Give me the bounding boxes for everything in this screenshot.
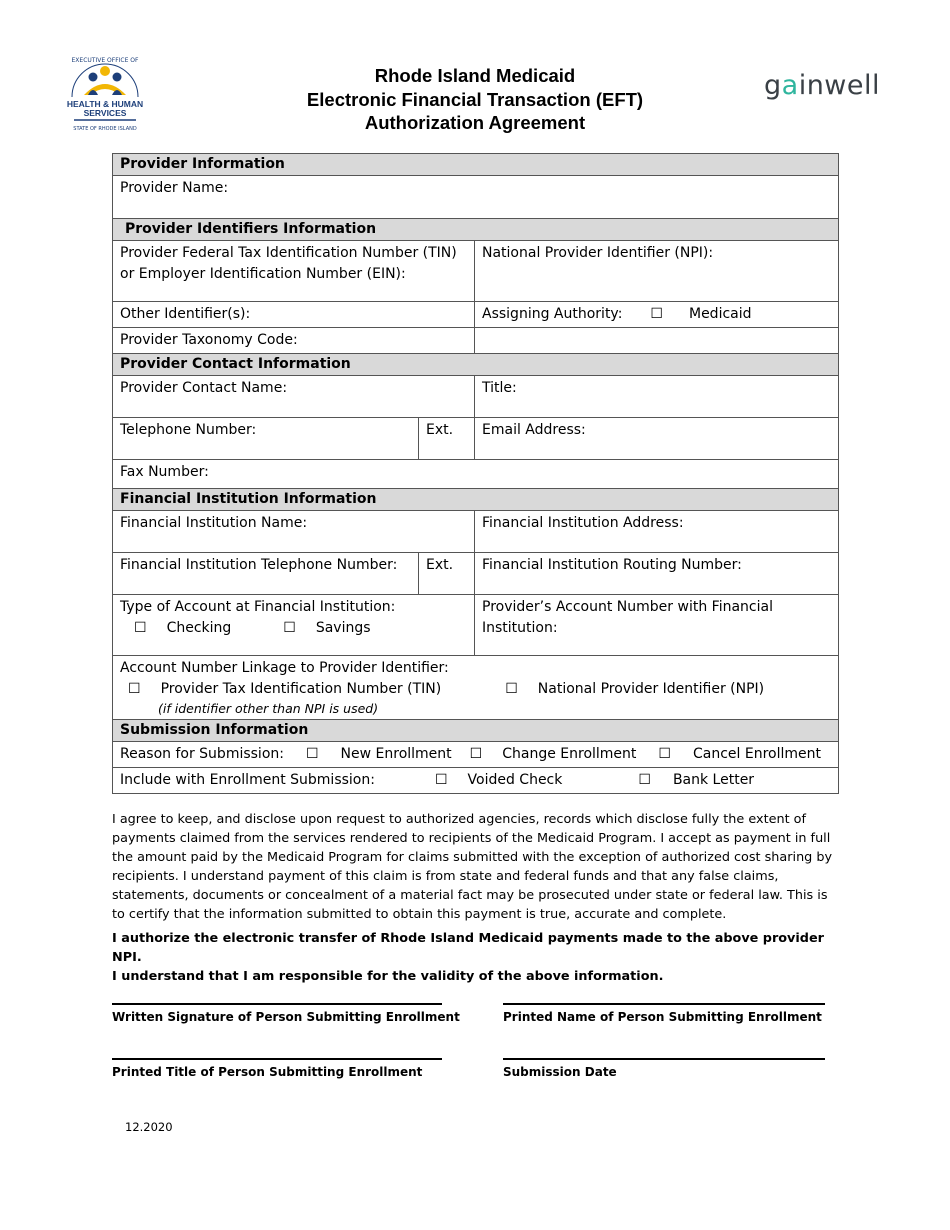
fi-telephone-field[interactable] (113, 553, 419, 595)
fi-routing-field[interactable] (475, 553, 839, 595)
other-identifiers-label: Other Identifier(s): (120, 306, 251, 322)
cancel-enrollment-label: Cancel Enrollment (692, 746, 821, 762)
fax-field[interactable] (113, 460, 839, 489)
new-enrollment-label: New Enrollment (340, 746, 452, 762)
reason-label: Reason for Submission: (120, 746, 284, 762)
voided-check-checkbox[interactable]: ☐ (434, 772, 448, 788)
npi-field[interactable] (475, 241, 839, 302)
agreement-paragraph: I agree to keep, and disclose upon request to authorized agencies, records which disclose fully the extent of payments claimed from the services rendered to recipients of the Medicaid Program. I accept as payment in full the amount paid by the Medicaid Program for claims submitted with the exception of authorized cost sharing by recipients. I understand payment of this claim is from state and federal funds and that any false claims, statements, documents or concealment of a material fact may be prosecuted under state or federal law. This is to certify that the information submitted to obtain this payment is true, accurate and complete. (112, 812, 833, 922)
assigning-authority-field (475, 302, 839, 328)
eohhs-logo (60, 55, 150, 137)
voided-check-label: Voided Check (467, 772, 563, 788)
section-provider-identifiers: Provider Identifiers Information (113, 219, 839, 241)
tin-ein-label: Provider Federal Tax Identification Number (TIN) or Employer Identification Number (EIN): (120, 245, 457, 282)
contact-name-field[interactable] (113, 376, 475, 418)
printed-title-label: Printed Title of Person Submitting Enrollment (112, 1065, 423, 1079)
medicaid-label: Medicaid (688, 306, 752, 322)
logo-arc-text: EXECUTIVE OFFICE OF (71, 57, 139, 64)
ext-label: Ext. (426, 422, 454, 438)
fi-ext-label: Ext. (426, 557, 454, 573)
fi-name-field[interactable] (113, 511, 475, 553)
title-label: Title: (482, 380, 517, 396)
new-enrollment-checkbox[interactable]: ☐ (305, 746, 319, 762)
account-type-label: Type of Account at Financial Institution: (120, 599, 396, 615)
telephone-field[interactable] (113, 418, 419, 460)
taxonomy-code-value[interactable] (475, 328, 839, 354)
submission-date-line[interactable] (503, 1058, 825, 1060)
section-financial-institution: Financial Institution Information (113, 489, 839, 511)
include-with-field (113, 768, 839, 794)
page-title (200, 64, 750, 135)
reason-field (113, 742, 839, 768)
form-version: 12.2020 (125, 1120, 173, 1134)
fi-address-label: Financial Institution Address: (482, 515, 684, 531)
account-linkage-field (113, 656, 839, 720)
other-identifiers-field[interactable] (113, 302, 475, 328)
taxonomy-code-field[interactable] (113, 328, 475, 354)
cancel-enrollment-checkbox[interactable]: ☐ (658, 746, 671, 762)
title-line-2: Electronic Financial Transaction (EFT) (306, 88, 644, 110)
printed-title-line[interactable] (112, 1058, 442, 1060)
section-provider-contact: Provider Contact Information (113, 354, 839, 376)
submission-date-label: Submission Date (503, 1065, 617, 1079)
title-line-3: Authorization Agreement (364, 112, 586, 133)
section-provider-info: Provider Information (113, 154, 839, 176)
fi-address-field[interactable] (475, 511, 839, 553)
linkage-tin-label: Provider Tax Identification Number (TIN) (160, 681, 442, 697)
logo-bottom-text: STATE OF RHODE ISLAND (73, 126, 137, 132)
savings-label: Savings (315, 620, 371, 636)
include-with-label: Include with Enrollment Submission: (120, 772, 375, 788)
email-label: Email Address: (482, 422, 586, 438)
tin-ein-field[interactable] (113, 241, 475, 302)
printed-name-label: Printed Name of Person Submitting Enrollment (503, 1010, 822, 1024)
change-enrollment-label: Change Enrollment (502, 746, 637, 762)
title-line-1: Rhode Island Medicaid (374, 65, 576, 86)
contact-name-label: Provider Contact Name: (120, 380, 288, 396)
fi-ext-field[interactable] (419, 553, 475, 595)
telephone-label: Telephone Number: (120, 422, 257, 438)
fi-routing-label: Financial Institution Routing Number: (482, 557, 742, 573)
eft-form-table (112, 153, 839, 794)
fi-telephone-label: Financial Institution Telephone Number: (120, 557, 398, 573)
fi-name-label: Financial Institution Name: (120, 515, 308, 531)
authorization-line-2: I understand that I am responsible for the validity of the above information. (112, 969, 664, 984)
authorization-line-1: I authorize the electronic transfer of Rhode Island Medicaid payments made to the above provider NPI. (112, 931, 824, 965)
linkage-tin-note: (if identifier other than NPI is used) (158, 701, 379, 716)
provider-name-label: Provider Name: (120, 180, 229, 196)
checking-label: Checking (166, 620, 232, 636)
checking-checkbox[interactable]: ☐ (134, 620, 147, 636)
written-signature-line[interactable] (112, 1003, 442, 1005)
change-enrollment-checkbox[interactable]: ☐ (469, 746, 483, 762)
logo-line2: SERVICES (83, 108, 127, 118)
fax-label: Fax Number: (120, 464, 209, 480)
account-number-field[interactable] (475, 595, 839, 656)
authorization-statement (112, 929, 842, 986)
account-number-label: Provider’s Account Number with Financial Institution: (482, 599, 773, 636)
medicaid-checkbox[interactable]: ☐ (650, 306, 663, 322)
bank-letter-label: Bank Letter (672, 772, 755, 788)
account-type-field (113, 595, 475, 656)
linkage-tin-checkbox[interactable]: ☐ (128, 681, 141, 697)
title-field[interactable] (475, 376, 839, 418)
linkage-npi-checkbox[interactable]: ☐ (505, 681, 518, 697)
written-signature-label: Written Signature of Person Submitting Enrollment (112, 1010, 460, 1024)
printed-name-line[interactable] (503, 1003, 825, 1005)
telephone-ext-field[interactable] (419, 418, 475, 460)
gainwell-logo: gainwell (764, 70, 880, 101)
linkage-npi-label: National Provider Identifier (NPI) (537, 681, 765, 697)
logo-line1: HEALTH & HUMAN (66, 99, 144, 109)
linkage-label: Account Number Linkage to Provider Identifier: (120, 660, 449, 676)
email-field[interactable] (475, 418, 839, 460)
assigning-authority-label: Assigning Authority: (482, 306, 623, 322)
bank-letter-checkbox[interactable]: ☐ (638, 772, 651, 788)
npi-label: National Provider Identifier (NPI): (482, 245, 714, 261)
provider-name-field[interactable] (113, 176, 839, 219)
savings-checkbox[interactable]: ☐ (283, 620, 296, 636)
taxonomy-code-label: Provider Taxonomy Code: (120, 332, 298, 348)
section-submission: Submission Information (113, 720, 839, 742)
